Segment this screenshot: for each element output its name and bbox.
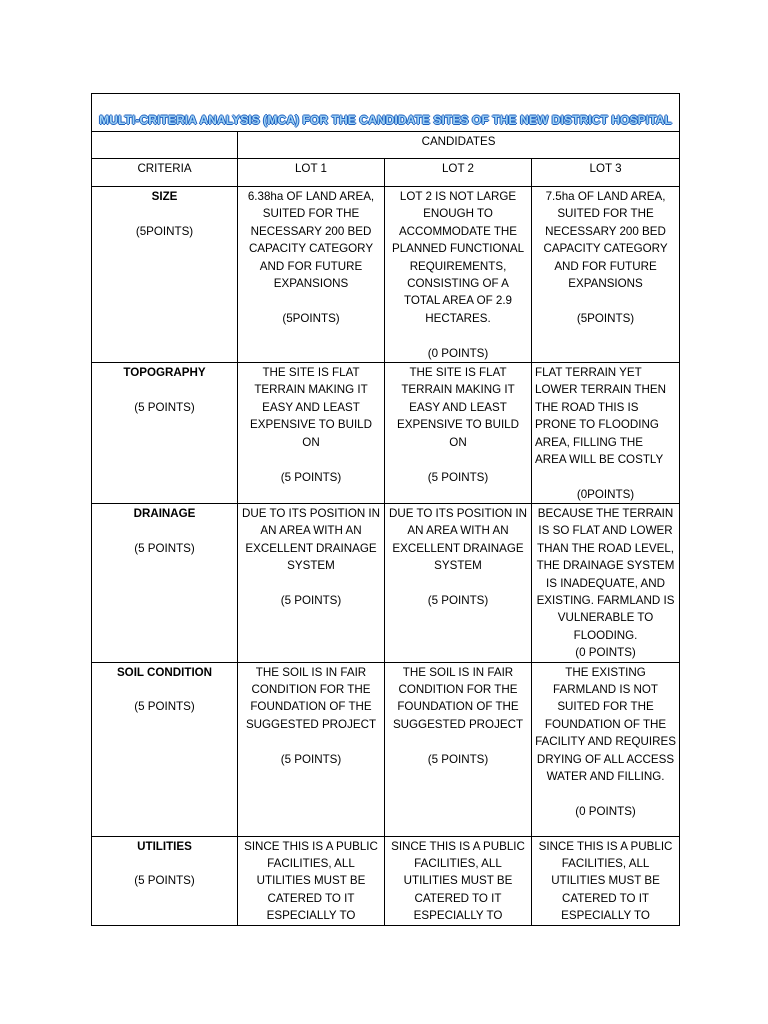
lot1-header: LOT 1 <box>238 159 385 187</box>
lot1-cell: SINCE THIS IS A PUBLIC FACILITIES, ALL UTILITIES MUST BE CATERED TO IT ESPECIALLY TO <box>238 836 385 925</box>
table-row <box>92 662 680 836</box>
mca-table <box>91 93 680 926</box>
criterion-cell <box>92 662 238 836</box>
table-row <box>92 836 680 925</box>
lot3-cell: THE EXISTING FARMLAND IS NOT SUITED FOR THE FOUNDATION OF THE FACILITY AND REQUIRES DRYING OF ALL ACCESS WATER AND FILLING. (0 POINTS) <box>532 662 680 836</box>
lot3-points: (0POINTS) <box>576 487 635 501</box>
criterion-cell <box>92 187 238 363</box>
criterion-points: (5 POINTS) <box>134 541 195 555</box>
lot2-cell: THE SOIL IS IN FAIR CONDITION FOR THE FOUNDATION OF THE SUGGESTED PROJECT (5 POINTS) <box>385 662 532 836</box>
lot2-cell: DUE TO ITS POSITION IN AN AREA WITH AN EXCELLENT DRAINAGE SYSTEM (5 POINTS) <box>385 503 532 662</box>
lot3-text: FLAT TERRAIN YET LOWER TERRAIN THEN THE ROAD THIS IS PRONE TO FLOODING AREA, FILLING THE AREA WILL BE COSTLY <box>535 366 666 467</box>
criterion-points: (5POINTS) <box>135 224 194 238</box>
table-row <box>92 187 680 363</box>
lot3-cell: BECAUSE THE TERRAIN IS SO FLAT AND LOWER THAN THE ROAD LEVEL, THE DRAINAGE SYSTEM IS INADEQUATE, AND EXISTING. FARMLAND IS VULNERABLE TO FLOODING. (0 POINTS) <box>532 503 680 662</box>
lot3-cell: SINCE THIS IS A PUBLIC FACILITIES, ALL UTILITIES MUST BE CATERED TO IT ESPECIALLY TO <box>532 836 680 925</box>
lot2-cell: SINCE THIS IS A PUBLIC FACILITIES, ALL UTILITIES MUST BE CATERED TO IT ESPECIALLY TO <box>385 836 532 925</box>
candidates-header: CANDIDATES <box>238 132 680 159</box>
criterion-points: (5 POINTS) <box>134 700 195 714</box>
lot1-cell: DUE TO ITS POSITION IN AN AREA WITH AN EXCELLENT DRAINAGE SYSTEM (5 POINTS) <box>238 503 385 662</box>
lot1-cell: THE SOIL IS IN FAIR CONDITION FOR THE FOUNDATION OF THE SUGGESTED PROJECT (5 POINTS) <box>238 662 385 836</box>
criterion-points: (5 POINTS) <box>134 874 195 888</box>
lot2-cell: LOT 2 IS NOT LARGE ENOUGH TO ACCOMMODATE THE PLANNED FUNCTIONAL REQUIREMENTS, CONSISTING OF A TOTAL AREA OF 2.9 HECTARES. (0 POINTS) <box>385 187 532 363</box>
criterion-name: SIZE <box>151 190 178 203</box>
criterion-cell <box>92 363 238 504</box>
lot2-header: LOT 2 <box>385 159 532 187</box>
lot1-cell: 6.38ha OF LAND AREA, SUITED FOR THE NECESSARY 200 BED CAPACITY CATEGORY AND FOR FUTURE EXPANSIONS (5POINTS) <box>238 187 385 363</box>
table-title: MULTI-CRITERIA ANALYSIS (MCA) FOR THE CANDIDATE SITES OF THE NEW DISTRICT HOSPITAL <box>99 113 672 128</box>
table-row <box>92 503 680 662</box>
criterion-name: UTILITIES <box>137 839 192 853</box>
lot3-header: LOT 3 <box>532 159 680 187</box>
criterion-name: TOPOGRAPHY <box>123 366 206 380</box>
lot1-cell: THE SITE IS FLAT TERRAIN MAKING IT EASY AND LEAST EXPENSIVE TO BUILD ON (5 POINTS) <box>238 363 385 504</box>
criterion-name: DRAINAGE <box>133 506 196 520</box>
table-title-cell <box>92 94 680 132</box>
lot3-cell: 7.5ha OF LAND AREA, SUITED FOR THE NECESSARY 200 BED CAPACITY CATEGORY AND FOR FUTURE EXPANSIONS (5POINTS) <box>532 187 680 363</box>
lot2-cell: THE SITE IS FLAT TERRAIN MAKING IT EASY AND LEAST EXPENSIVE TO BUILD ON (5 POINTS) <box>385 363 532 504</box>
criteria-header: CRITERIA <box>92 159 238 187</box>
criterion-points: (5 POINTS) <box>134 400 195 414</box>
table-row <box>92 363 680 504</box>
criterion-name: SOIL CONDITION <box>116 665 213 679</box>
criterion-cell <box>92 503 238 662</box>
lot3-cell <box>532 363 680 504</box>
empty-header-cell <box>92 132 238 159</box>
criterion-cell <box>92 836 238 925</box>
